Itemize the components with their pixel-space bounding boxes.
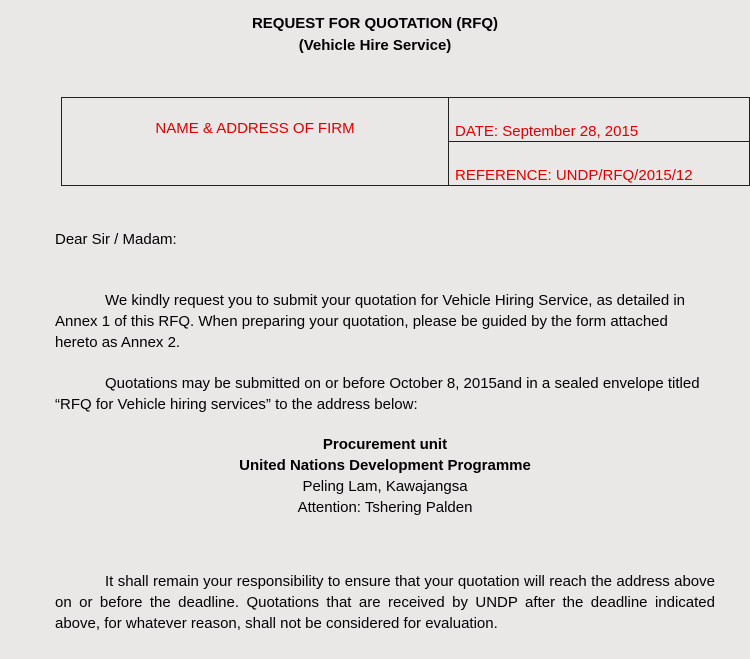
document-title: REQUEST FOR QUOTATION (RFQ) (251, 15, 499, 32)
address-location: Peling Lam, Kawajangsa (302, 478, 468, 495)
rfq-info-table (61, 97, 750, 186)
paragraph-submission: Quotations may be submitted on or before October 8, 2015and in a sealed envelope titled “RFQ for Vehicle hiring services” to the address below: (55, 375, 700, 413)
reference-cell: REFERENCE: UNDP/RFQ/2015/12 (449, 142, 750, 186)
paragraph-request: We kindly request you to submit your quotation for Vehicle Hiring Service, as detailed in Annex 1 of this RFQ. When preparing your quotation, please be guided by the form attached hereto as Annex 2. (55, 292, 686, 351)
date-cell: DATE: September 28, 2015 (449, 98, 750, 142)
address-unit: Procurement unit (322, 436, 448, 453)
document-subtitle: (Vehicle Hire Service) (298, 37, 452, 54)
paragraph-deadline: It shall remain your responsibility to ensure that your quotation will reach the address above on or before the deadline. Quotations that are received by UNDP after the deadline indicated above, for whatever reason, shall not be considered for evaluation. (55, 573, 715, 632)
delivery-address (0, 434, 750, 518)
address-attention: Attention: Tshering Palden (297, 499, 473, 516)
address-organization: United Nations Development Programme (239, 457, 531, 474)
firm-name-address-cell: NAME & ADDRESS OF FIRM (62, 98, 449, 186)
salutation: Dear Sir / Madam: (55, 231, 177, 248)
